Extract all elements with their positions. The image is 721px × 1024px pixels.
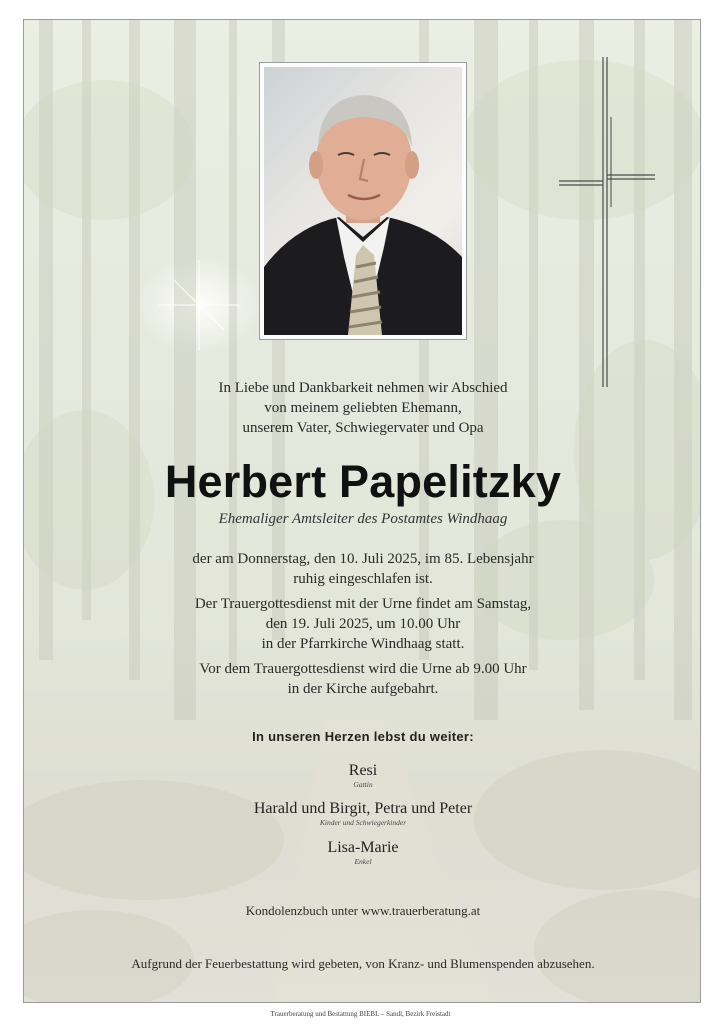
mourners-heading: In unseren Herzen lebst du weiter: [252, 729, 474, 744]
condolence-book-text: Kondolenzbuch unter www.trauerberatung.at [245, 903, 481, 918]
funeral-home-footer: Trauerberatung und Bestattung BIEBL – Sandl, Bezirk Freistadt [270, 1010, 451, 1018]
mourner-name: Lisa-Marie [327, 839, 399, 856]
deceased-title: Ehemaliger Amtsleiter des Postamtes Windhaag [218, 511, 508, 527]
death-notice [24, 549, 701, 589]
mourner-name: Harald und Birgit, Petra und Peter [253, 800, 473, 817]
mourner-role: Enkel [354, 857, 372, 866]
mourner-entry [24, 761, 701, 790]
service-line: den 19. Juli 2025, um 10.00 Uhr [265, 616, 461, 632]
service-info [24, 594, 701, 654]
intro-line: von meinem geliebten Ehemann, [264, 400, 462, 416]
mourner-role: Gattin [353, 780, 373, 789]
deceased-name: Herbert Papelitzky [164, 456, 562, 507]
mourner-role: Kinder und Schwiegerkinder [319, 818, 407, 827]
portrait-frame [259, 62, 467, 340]
mourner-entry [24, 838, 701, 867]
obituary-card [23, 19, 701, 1003]
cremation-notice: Aufgrund der Feuerbestattung wird gebeten, von Kranz- und Blumenspenden abzusehen. [131, 956, 595, 971]
urn-info [24, 659, 701, 699]
mourner-entry [24, 799, 701, 828]
portrait-photo [264, 67, 462, 335]
death-line: ruhig eingeschlafen ist. [293, 571, 433, 587]
intro-line: In Liebe und Dankbarkeit nehmen wir Abschied [218, 380, 508, 396]
mourner-name: Resi [348, 762, 378, 779]
service-line: in der Pfarrkirche Windhaag statt. [261, 636, 465, 652]
portrait-illustration [264, 67, 462, 335]
death-line: der am Donnerstag, den 10. Juli 2025, im 85. Lebensjahr [192, 551, 534, 567]
cross-icon [559, 57, 659, 392]
service-line: Der Trauergottesdienst mit der Urne findet am Samstag, [194, 596, 532, 612]
intro-text [24, 378, 701, 438]
urn-line: Vor dem Trauergottesdienst wird die Urne ab 9.00 Uhr [199, 661, 527, 677]
urn-line: in der Kirche aufgebahrt. [287, 681, 439, 697]
intro-line: unserem Vater, Schwiegervater und Opa [242, 420, 484, 436]
